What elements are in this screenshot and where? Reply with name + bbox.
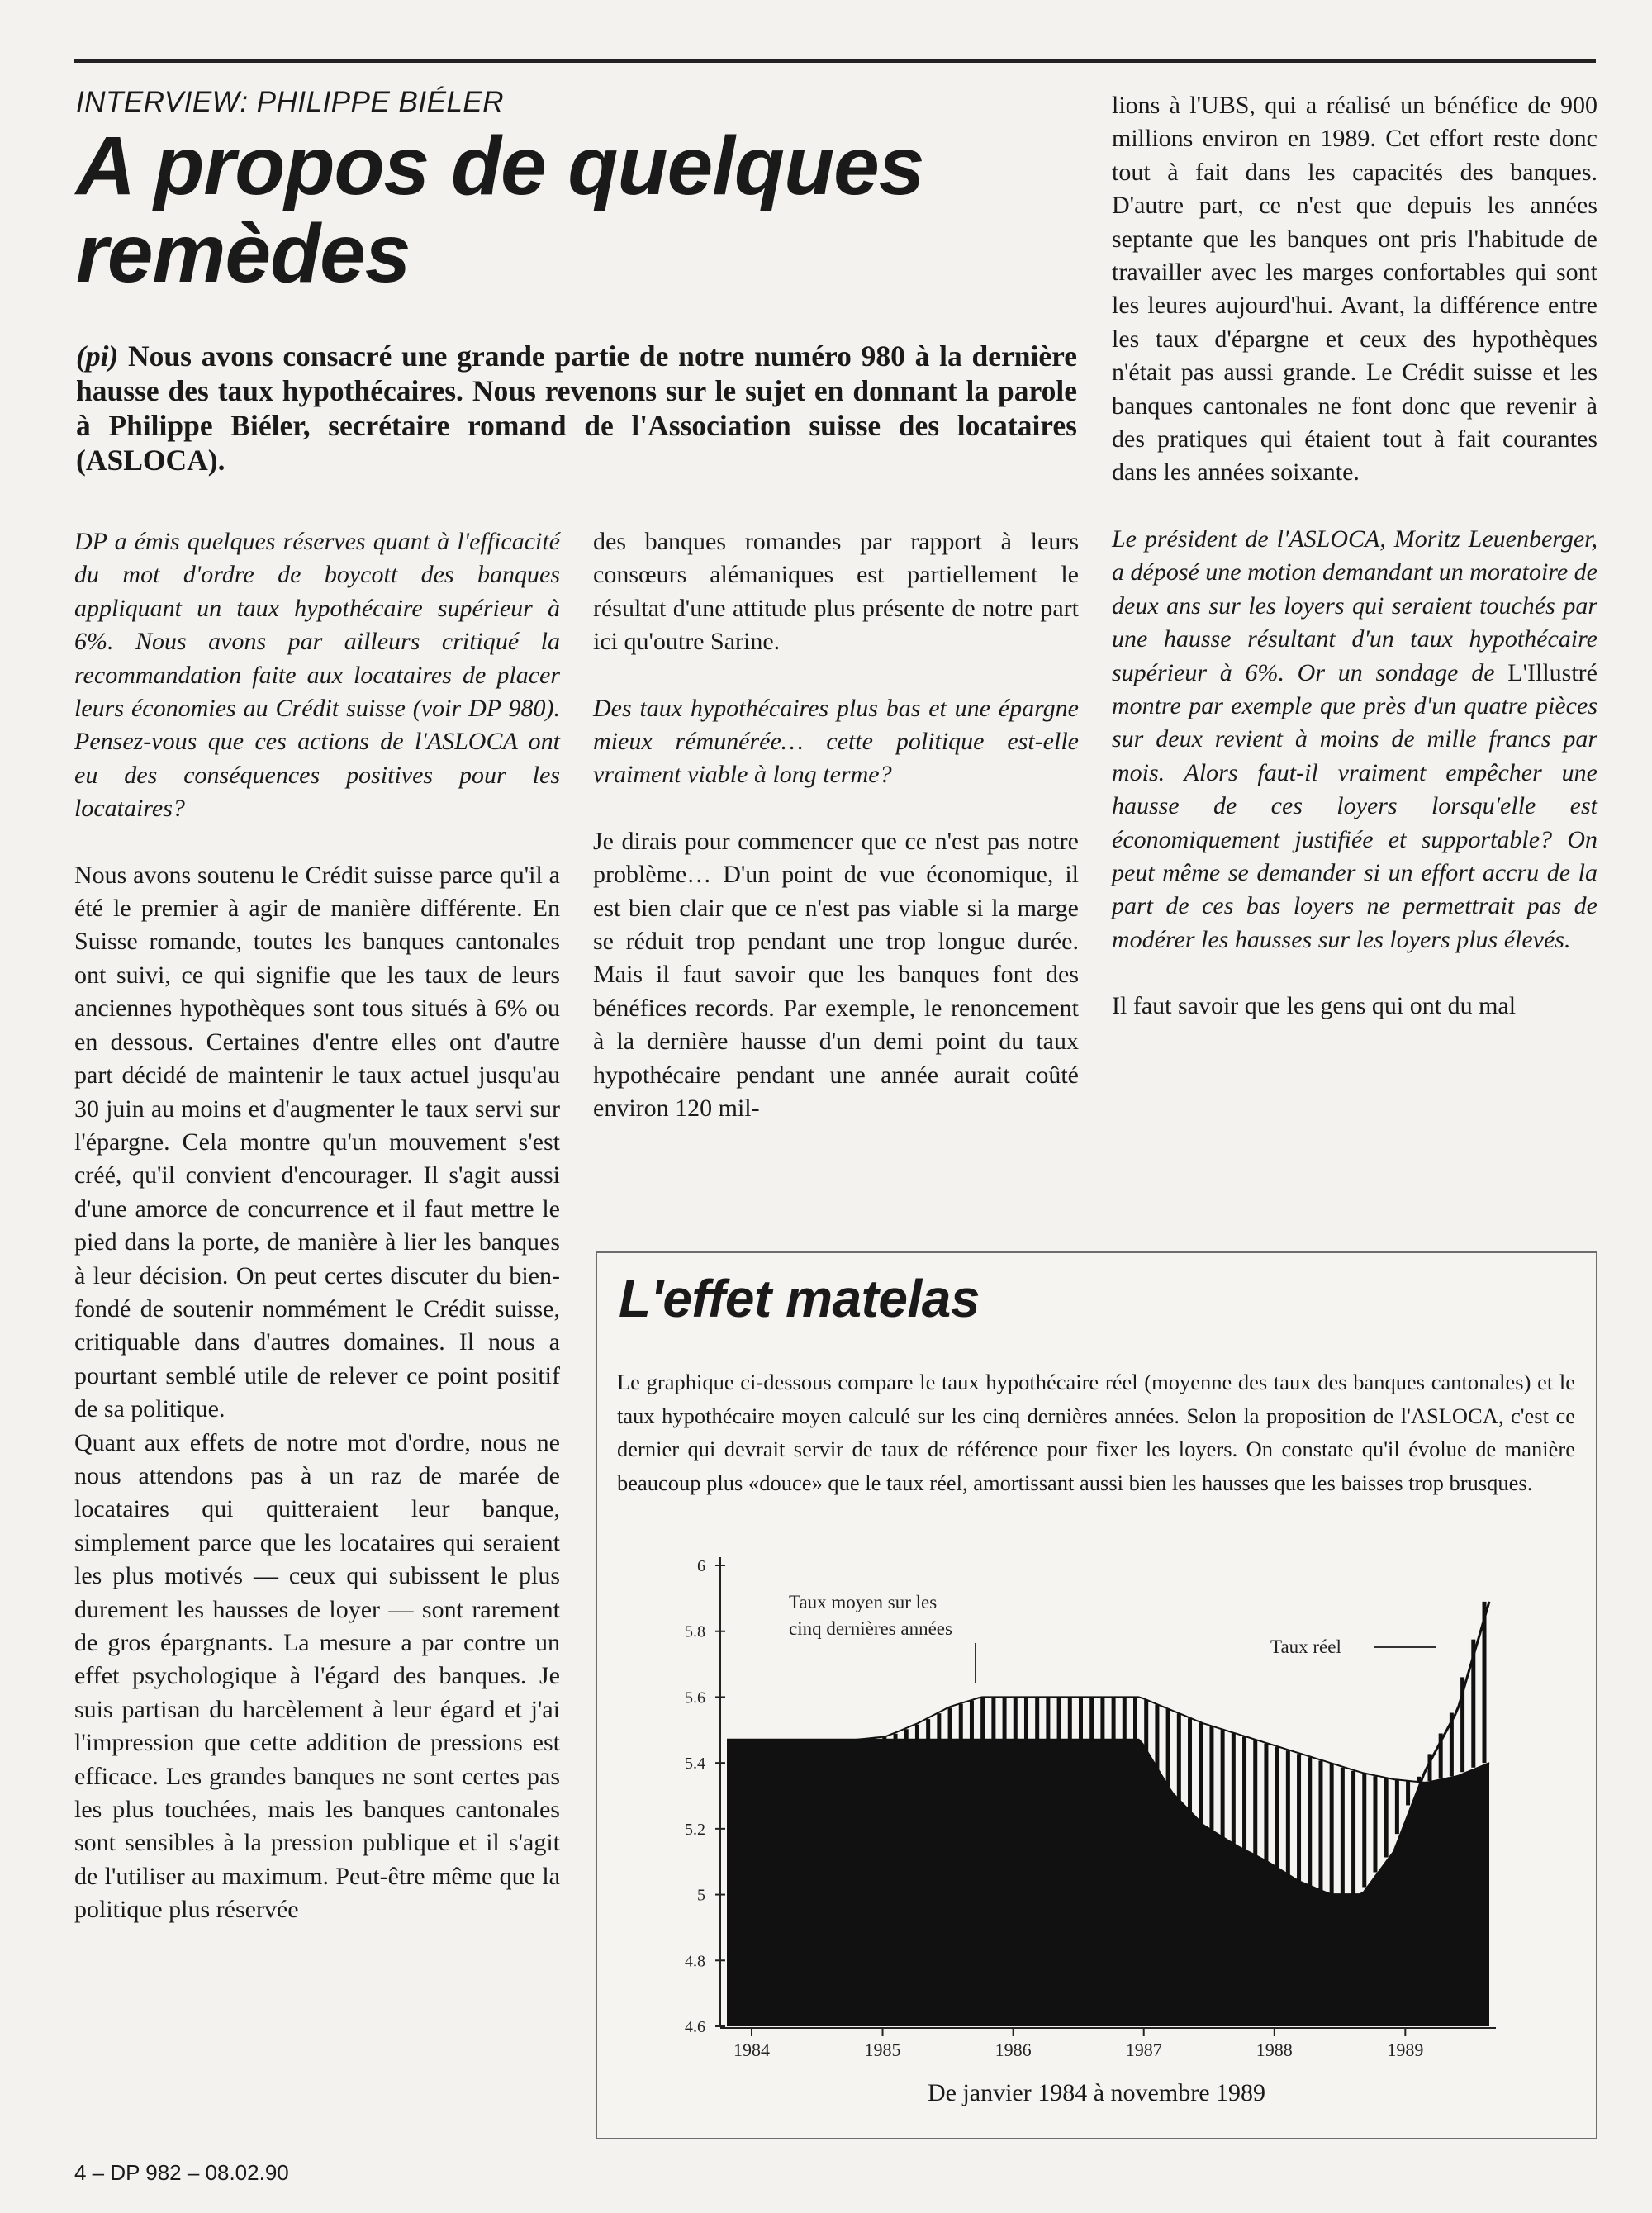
box-text: Le graphique ci-dessous compare le taux hypothécaire réel (moyenne des taux des banques cantonales) et le taux hypothécaire moyen calculé sur les cinq dernières années. Selon la proposition de l'ASLOCA, c'est ce dernier qui devrait servir de taux de référence pour fixer les loyers. On constate qu'il évolue de manière beaucoup plus «douce» que le taux réel, amortissant aussi bien les hausses que les baisses trop brusques. [617,1370,1575,1495]
x-tick-label: 1987 [1125,2040,1162,2060]
y-tick-label: 4.6 [685,2018,705,2036]
answer-2a: des banques romandes par rapport à leurs consœurs alémaniques est partiellement le résultat d'une attitude plus présente de notre part ici qu'outre Sarine. [593,528,1079,656]
annotation-real: Taux réel [1270,1636,1341,1657]
headline: A propos de quelques remèdes [76,120,924,300]
lead-tag: (pi) [76,340,119,373]
x-tick-label: 1988 [1256,2040,1293,2060]
answer-3a: lions à l'UBS, qui a réalisé un bénéfice de 900 millions environ en 1989. Cet effort reste donc tout à fait dans les capacités des banques. D'autre part, ce n'est que depuis les années septante que les banques ont pris l'habitude de travailler avec les marges confortables qui sont les leures aujourd'hui. Avant, la différence entre les taux d'épargne et ceux des hypothèques n'était pas aussi grande. Le Crédit suisse et les banques cantonales ne font donc que revenir à des pratiques qui étaient tout à fait courantes dans les années soixante. [1112,92,1597,487]
x-tick-label: 1984 [733,2040,770,2060]
kicker: INTERVIEW: PHILIPPE BIÉLER [76,86,505,118]
answer-2b: Je dirais pour commencer que ce n'est pas notre problème… D'un point de vue économique, il est bien clair que ce n'est pas viable si la marge se réduit trop pendant une trop longue durée. Mais il faut savoir que les banques font des bénéfices records. Par exemple, le renoncement à la dernière hausse d'un demi point du taux hypothécaire pendant une année aurait coûté environ 120 mil- [593,827,1079,1123]
lead-paragraph [76,339,1077,477]
question-3-part-1: Le président de l'ASLOCA, Moritz Leuenberger, a déposé une motion demandant un moratoire de deux ans sur les loyers qui seraient touchés par une hausse résultant d'un taux hypothécaire supérieur à 6%. Or un sondage de [1112,525,1597,686]
box-title: L'effet matelas [619,1269,980,1328]
question-3-part-2: montre par exemple que près d'un quatre pièces sur deux revient à moins de mille francs par mois. Alors faut-il vraiment empêcher une hausse de ces loyers lorsqu'elle est économiquement justifiée et supportable? On peut même se demander si un effort accru de la part de ces bas loyers ne permettrait pas de modérer les hausses sur les loyers plus élevés. [1112,691,1597,953]
annotation-avg-line2: cinq dernières années [789,1618,952,1639]
y-tick-label: 5.6 [685,1688,705,1707]
page-footer: 4 – DP 982 – 08.02.90 [74,2160,289,2185]
annotation-avg-line1: Taux moyen sur les [789,1592,938,1612]
x-tick-label: 1986 [995,2040,1032,2060]
rate-chart [597,1253,1596,2138]
y-tick-label: 5 [697,1886,705,1905]
question-3 [1112,523,1597,957]
x-tick-label: 1989 [1387,2040,1424,2060]
y-tick-label: 5.8 [685,1622,705,1641]
question-2: Des taux hypothécaires plus bas et une épargne mieux rémunérée… cette politique est-elle vraiment viable à long terme? [593,694,1079,789]
question-3-publication: L'Illustré [1507,658,1597,686]
top-rule [74,59,1596,63]
column-3 [1112,89,1597,1023]
x-tick-label: 1985 [864,2040,901,2060]
answer-3b: Il faut savoir que les gens qui ont du mal [1112,992,1517,1020]
chart-caption: De janvier 1984 à novembre 1989 [927,2079,1266,2106]
y-tick-label: 5.2 [685,1820,705,1839]
column-2 [593,525,1079,1126]
y-tick-label: 4.8 [685,1952,705,1971]
lead-text: Nous avons consacré une grande partie de notre numéro 980 à la dernière hausse des taux hypothécaires. Nous revenons sur le sujet en donnant la parole à Philippe Biéler, secrétaire romand de l'Association suisse des locataires (ASLOCA). [76,340,1077,477]
sidebar-box [596,1251,1597,2139]
y-tick-label: 6 [697,1557,705,1575]
answer-1b: Quant aux effets de notre mot d'ordre, nous ne nous attendons pas à un raz de marée de locataires qui quitteraient leur banque, simplement parce que les locataires qui seraient les plus motivés — ceux qui subissent le plus durement les hausses de loyer — sont rarement de gros épargnants. La mesure a par contre un effet psychologique à l'égard des banques. Je suis partisan du harcèlement à leur égard et j'ai l'impression que cette addition de pressions est efficace. Les grandes banques ne sont certes pas les plus touchées, mais les banques cantonales sont sensibles à la pression publique et il s'agit de l'utiliser au maximum. Peut-être même que la politique plus réservée [74,1428,560,1924]
y-tick-label: 5.4 [685,1755,705,1774]
column-1 [74,525,560,1927]
question-1: DP a émis quelques réserves quant à l'efficacité du mot d'ordre de boycott des banques appliquant un taux hypothécaire supérieur à 6%. Nous avons par ailleurs critiqué la recommandation faite aux locataires de placer leurs économies au Crédit suisse (voir DP 980). Pensez-vous que ces actions de l'ASLOCA ont eu des conséquences positives pour les locataires? [74,528,560,823]
answer-1a: Nous avons soutenu le Crédit suisse parce qu'il a été le premier à agir de manière différente. En Suisse romande, toutes les banques cantonales ont suivi, ce qui signifie que les taux de leurs anciennes hypothèques sont tous situés à 6% ou en dessous. Certaines d'entre elles ont d'autre part décidé de maintenir le taux actuel jusqu'au 30 juin au moins et d'augmenter le taux servi sur l'épargne. Cela montre qu'un mouvement s'est créé, qu'il convient d'encourager. Il s'agit aussi d'une amorce de concurrence et il faut mettre le pied dans la porte, de manière à lier les banques à leur décision. On peut certes discuter du bien-fondé de soutenir nommément le Crédit suisse, critiquable dans d'autres domaines. Il nous a pourtant semblé utile de relever ce point positif de sa politique. [74,861,560,1423]
